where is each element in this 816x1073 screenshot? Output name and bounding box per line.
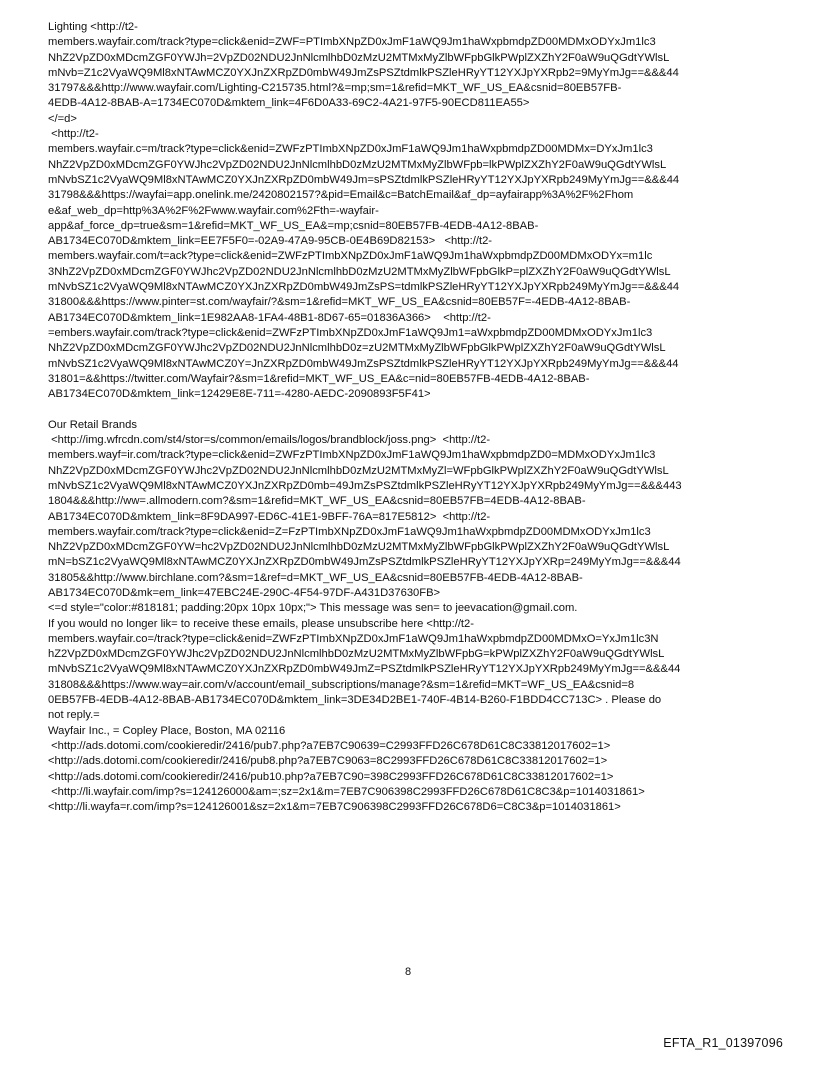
- document-body: [48, 20, 778, 815]
- text-line: mNvbSZ1c2VyaWQ9Ml8xNTAwMCZ0YXJnZXRpZD0mb=49JmZsPSZtdmlkPSZleHRyYT12YXJpYXRpb249MyYmJg==&&&443: [48, 479, 682, 492]
- text-line: 31800&&&https://www.pinter=st.com/wayfair/?&sm=1&refid=MKT_WF_US_EA&csnid=80EB57F=-4EDB-4A12-8BAB-: [48, 296, 631, 309]
- text-line: <http://ads.dotomi.com/cookieredir/2416/pub7.php?a7EB7C90639=C2993FFD26C678D61C8C33812017602=1>: [48, 739, 611, 752]
- text-line: AB1734EC070D&mk=em_link=47EBC24E-290C-4F54-97DF-A431D37630FB>: [48, 586, 441, 599]
- text-line: 31801=&&https://twitter.com/Wayfair?&sm=1&refid=MKT_WF_US_EA&c=nid=80EB57FB-4EDB-4A12-8BAB-: [48, 372, 590, 385]
- text-line: 31797&&&http://www.wayfair.com/Lighting-C215735.html?&=mp;sm=1&refid=MKT_WF_US_EA&csnid=80EB57FB-: [48, 82, 622, 95]
- text-line: =embers.wayfair.com/track?type=click&enid=ZWFzPTImbXNpZD0xJmF1aWQ9Jm1=aWxpbmdpZD00MDMxODYxJm1lc3: [48, 326, 653, 339]
- page-number: 8: [404, 966, 412, 978]
- text-line: NhZ2VpZD0xMDcmZGF0YWJhc2VpZD02NDU2JnNlcmlhbD0z=zU2MTMxMyZlbWFpbGlkPWplZXZhY2F0aW9uQGdtYWlsL: [48, 342, 666, 355]
- text-line: members.wayfair.com/track?type=click&enid=Z=FzPTImbXNpZD0xJmF1aWQ9Jm1haWxpbmdpZD00MDMxODYxJm1lc3: [48, 525, 651, 538]
- text-line: <http://li.wayfa=r.com/imp?s=124126001&sz=2x1&m=7EB7C906398C2993FFD26C678D6=C8C3&p=1014031861>: [48, 801, 621, 814]
- text-line: mNvbSZ1c2VyaWQ9Ml8xNTAwMCZ0YXJnZXRpZD0mbW49JmZ=PSZtdmlkPSZleHRyYT12YXJpYXRpb249MyYmJg==&&&44: [48, 663, 681, 676]
- text-line: </=d>: [48, 112, 77, 125]
- text-line: members.wayfair.c=m/track?type=click&enid=ZWFzPTImbXNpZD0xJmF1aWQ9Jm1haWxpbmdpZD00MDMx=DYxJm1lc3: [48, 143, 653, 156]
- text-line: AB1734EC070D&mktem_link=12429E8E-711=-4280-AEDC-2090893F5F41>: [48, 388, 431, 401]
- text-line: 31798&&&https://wayfai=app.onelink.me/2420802157?&pid=Email&c=BatchEmail&af_dp=ayfairapp%3A%2F%2Fhom: [48, 189, 634, 202]
- text-line: AB1734EC070D&mktem_link=8F9DA997-ED6C-41E1-9BFF-76A=817E5812> <http://t2-: [48, 510, 491, 523]
- text-line: NhZ2VpZD0xMDcmZGF0YW=hc2VpZD02NDU2JnNlcmlhbD0zMzU2MTMxMyZlbWFpbGlkPWplZXZhY2F0aW9uQGdtYWlsL: [48, 541, 670, 554]
- text-line: <http://ads.dotomi.com/cookieredir/2416/pub8.php?a7EB7C9063=8C2993FFD26C678D61C8C33812017602=1>: [48, 755, 608, 768]
- text-line: mNvbSZ1c2VyaWQ9Ml8xNTAwMCZ0YXJnZXRpZD0mbW49Jm=sPSZtdmlkPSZleHRyYT12YXJpYXRpb249MyYmJg==&&&44: [48, 173, 680, 186]
- text-line: Wayfair Inc., = Copley Place, Boston, MA 02116: [48, 724, 286, 737]
- text-line: <http://t2-: [48, 128, 99, 141]
- text-line: 31808&&&https://www.way=air.com/v/account/email_subscriptions/manage?&sm=1&refid=MKT=WF_US_EA&csnid=8: [48, 678, 635, 691]
- text-line: Lighting <http://t2-: [48, 21, 138, 33]
- text-line: mNvbSZ1c2VyaWQ9Ml8xNTAwMCZ0YXJnZXRpZD0mbW49JmZsPS=tdmlkPSZleHRyYT12YXJpYXRpb249MyYmJg==&&&44: [48, 281, 680, 294]
- text-line: <=d style="color:#818181; padding:20px 10px 10px;"> This message was sen= to jeevacation@gmail.com.: [48, 602, 578, 615]
- text-line: members.wayfair.co=/track?type=click&enid=ZWFzPTImbXNpZD0xJmF1aWQ9Jm1haWxpbmdpZD00MDMxO=YxJm1lc3N: [48, 632, 659, 645]
- text-line: mNvbSZ1c2VyaWQ9Ml8xNTAwMCZ0Y=JnZXRpZD0mbW49JmZsPSZtdmlkPSZleHRyYT12YXJpYXRpb249MyYmJg==&&&44: [48, 357, 679, 370]
- text-line: 31805&&http://www.birchlane.com?&sm=1&ref=d=MKT_WF_US_EA&csnid=80EB57FB-4EDB-4A12-8BAB-: [48, 571, 583, 584]
- text-line: AB1734EC070D&mktem_link=1E982AA8-1FA4-48B1-8D67-65=01836A366> <http://t2-: [48, 311, 491, 324]
- text-line: AB1734EC070D&mktem_link=EE7F5F0=-02A9-47A9-95CB-0E4B69D82153> <http://t2-: [48, 235, 493, 248]
- text-line: members.wayfair.com/t=ack?type=click&enid=ZWFzPTImbXNpZD0xJmF1aWQ9Jm1haWxpbmdpZD00MDMxODYx=m1lc: [48, 250, 653, 263]
- text-line: NhZ2VpZD0xMDcmZGF0YWJhc2VpZD02NDU2JnNlcmlhbD0zMzU2MTMxMyZlbWFpb=lkPWplZXZhY2F0aW9uQGdtYWlsL: [48, 158, 667, 171]
- section-retail-brands: [48, 418, 778, 816]
- document-id: EFTA_R1_01397096: [663, 1036, 783, 1050]
- text-line: mN=bSZ1c2VyaWQ9Ml8xNTAwMCZ0YXJnZXRpZD0mbW49JmZsPSZtdmlkPSZleHRyYT12YXJpYXRp=249MyYmJg==&&&44: [48, 556, 681, 569]
- text-line: members.wayfair.com/track?type=click&enid=ZWF=PTImbXNpZD0xJmF1aWQ9Jm1haWxpbmdpZD00MDMxODYxJm1lc3: [48, 36, 656, 49]
- text-line: <http://ads.dotomi.com/cookieredir/2416/pub10.php?a7EB7C90=398C2993FFD26C678D61C8C33812017602=1>: [48, 770, 614, 783]
- text-line: <http://li.wayfair.com/imp?s=124126000&am=;sz=2x1&m=7EB7C906398C2993FFD26C678D61C8C3&p=1014031861>: [48, 785, 645, 798]
- text-line: 1804&&&http://ww=.allmodern.com?&sm=1&refid=MKT_WF_US_EA&csnid=80EB57FB=4EDB-4A12-8BAB-: [48, 495, 586, 508]
- text-line: 4EDB-4A12-8BAB-A=1734EC070D&mktem_link=4F6D0A33-69C2-4A21-97F5-90ECD811EA55>: [48, 97, 530, 110]
- text-line: 0EB57FB-4EDB-4A12-8BAB-AB1734EC070D&mktem_link=3DE34D2BE1-740F-4B14-B260-F1BDD4CC713C> . Please do: [48, 694, 662, 707]
- text-line: Our Retail Brands: [48, 418, 137, 431]
- text-line: NhZ2VpZD0xMDcmZGF0YWJh=2VpZD02NDU2JnNlcmlhbD0zMzU2MTMxMyZlbWFpbGlkPWplZXZhY2F0aW9uQGdtYWlsL: [48, 51, 670, 64]
- text-line: hZ2VpZD0xMDcmZGF0YWJhc2VpZD02NDU2JnNlcmlhbD0zMzU2MTMxMyZlbWFpbG=kPWplZXZhY2F0aW9uQGdtYWlsL: [48, 648, 665, 661]
- text-line: mNvb=Z1c2VyaWQ9Ml8xNTAwMCZ0YXJnZXRpZD0mbW49JmZsPSZtdmlkPSZleHRyYT12YXJpYXRpb2=9MyYmJg==&&&44: [48, 66, 679, 79]
- section-gap: [48, 402, 778, 417]
- text-line: If you would no longer lik= to receive these emails, please unsubscribe here <http://t2-: [48, 617, 474, 630]
- text-line: e&af_web_dp=http%3A%2F%2Fwww.wayfair.com%2Fth=-wayfair-: [48, 204, 379, 217]
- text-line: members.wayf=ir.com/track?type=click&enid=ZWFzPTImbXNpZD0xJmF1aWQ9Jm1haWxpbmdpZD0=MDMxODYxJm1lc3: [48, 449, 656, 462]
- section-lighting-links: [48, 20, 778, 402]
- text-line: NhZ2VpZD0xMDcmZGF0YWJhc2VpZD02NDU2JnNlcmlhbD0zMzU2MTMxMyZl=WFpbGlkPWplZXZhY2F0aW9uQGdtYWlsL: [48, 464, 669, 477]
- text-line: not reply.=: [48, 709, 100, 722]
- text-line: <http://img.wfrcdn.com/st4/stor=s/common/emails/logos/brandblock/joss.png> <http://t2-: [48, 434, 491, 447]
- text-line: app&af_force_dp=true&sm=1&refid=MKT_WF_US_EA&=mp;csnid=80EB57FB-4EDB-4A12-8BAB-: [48, 219, 539, 232]
- text-line: 3NhZ2VpZD0xMDcmZGF0YWJhc2VpZD02NDU2JnNlcmlhbD0zMzU2MTMxMyZlbWFpbGlkP=plZXZhY2F0aW9uQGdtYWlsL: [48, 265, 671, 278]
